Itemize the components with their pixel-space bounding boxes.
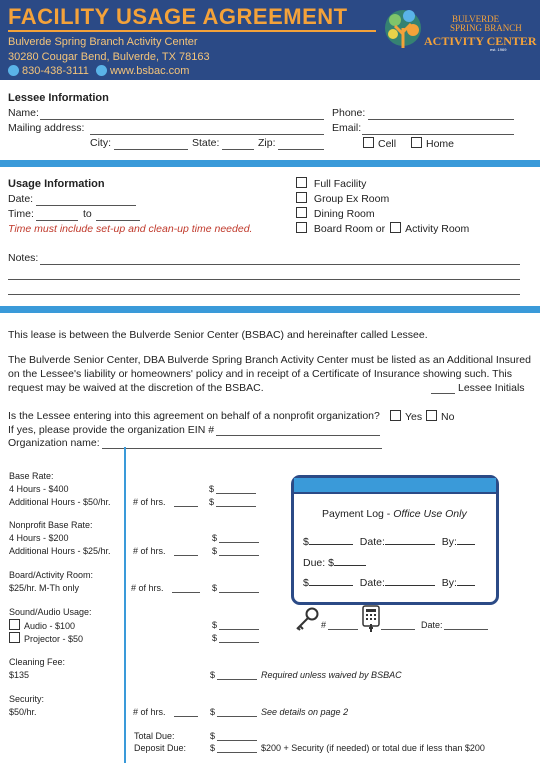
initials-label: Lessee Initials [458,382,525,394]
projector-amount[interactable] [219,642,259,643]
audio-dollar: $ [212,620,218,630]
board-amount[interactable] [219,592,259,593]
lease-statement: This lease is between the Bulverde Senior Center (BSBAC) and hereinafter called Lessee. [8,329,428,341]
np-rate-label: Nonprofit Base Rate: [9,520,93,530]
title-underline [8,30,376,32]
base-add-dollar: $ [209,497,215,507]
board-hrs-field[interactable] [172,592,200,593]
audio-amount[interactable] [219,629,259,630]
org-name-field[interactable] [102,448,382,449]
org-name: Bulverde Spring Branch Activity Center [8,36,198,48]
logo-text-2: SPRING BRANCH [450,23,522,33]
time-to-label: to [83,208,92,220]
security-rate: $50/hr. [9,707,37,717]
base-hrs-field[interactable] [174,506,198,507]
dining-checkbox[interactable] [296,207,307,218]
divider-bar-1 [0,160,540,167]
payment-log-header-bar [294,478,496,494]
sound-label: Sound/Audio Usage: [9,607,92,617]
org-address: 30280 Cougar Bend, Bulverde, TX 78163 [8,51,210,63]
board-rate: $25/hr. M-Th only [9,583,80,593]
security-amount[interactable] [217,716,257,717]
initials-field[interactable] [431,393,455,394]
date-label: Date: [8,193,34,205]
activity-room-checkbox[interactable] [390,222,401,233]
key-date-label: Date: [421,620,443,630]
city-label: City: [90,137,111,149]
phone-icon [8,65,19,76]
time-start-field[interactable] [36,220,78,221]
insured-line-3: request may be waived at the discretion of the BSBAC. [8,382,264,394]
time-end-field[interactable] [96,220,140,221]
board-room-checkbox[interactable] [296,222,307,233]
no-checkbox[interactable] [426,410,437,421]
projector-option[interactable]: Projector - $50 [9,632,83,644]
mailing-label: Mailing address: [8,122,85,134]
log-row-1: $ Date: By: [303,534,475,548]
option-full-facility[interactable]: Full Facility [296,177,366,190]
cell-checkbox[interactable] [363,137,374,148]
security-dollar: $ [210,707,216,717]
page-title: FACILITY USAGE AGREEMENT [8,4,348,29]
fees-divider [124,447,126,763]
np-additional: Additional Hours - $25/hr. [9,546,111,556]
np-4h-amount[interactable] [219,542,259,543]
log-due-row: Due: $ [303,555,366,569]
phone-number: 830-438-3111 [22,65,89,77]
security-hrs-label: # of hrs. [133,707,166,717]
log2-amount[interactable] [309,575,353,586]
total-due-label: Total Due: [134,731,175,741]
insured-line-2: on the Lessee's liability or homeowners' policy and in receipt of a Certificate of Insurance showing such. This [8,368,512,380]
board-hrs-label: # of hrs. [131,583,164,593]
option-dining[interactable]: Dining Room [296,207,375,220]
projector-checkbox[interactable] [9,632,20,643]
log2-by[interactable] [457,575,475,586]
mailing-field[interactable] [90,134,324,135]
time-label: Time: [8,208,34,220]
email-field[interactable] [362,134,514,135]
phone-field[interactable] [368,119,514,120]
cleaning-dollar: $ [210,670,216,680]
projector-dollar: $ [212,633,218,643]
audio-option[interactable]: Audio - $100 [9,619,75,631]
insured-line-1: The Bulverde Senior Center, DBA Bulverde Spring Branch Activity Center must be listed as an Additional Insured [8,354,531,366]
cleaning-amount[interactable] [217,679,257,680]
base-4h-dollar: $ [209,484,215,494]
np-add-dollar: $ [212,546,218,556]
city-field[interactable] [114,149,188,150]
log1-date[interactable] [385,534,435,545]
state-label: State: [192,137,220,149]
deposit-note: $200 + Security (if needed) or total due if less than $200 [261,743,485,753]
base-additional: Additional Hours - $50/hr. [9,497,111,507]
log-due-amount[interactable] [334,555,366,566]
name-label: Name: [8,107,39,119]
security-note: See details on page 2 [261,707,349,717]
yes-checkbox[interactable] [390,410,401,421]
key-number-label: # [321,620,327,630]
base-4h: 4 Hours - $400 [9,484,69,494]
globe-icon [96,65,107,76]
email-label: Email: [332,122,362,134]
audio-checkbox[interactable] [9,619,20,630]
base-rate-label: Base Rate: [9,471,54,481]
website-link[interactable]: www.bsbac.com [109,65,190,77]
security-hrs-field[interactable] [174,716,198,717]
home-checkbox[interactable] [411,137,422,148]
notes-line-2[interactable] [8,279,520,280]
deposit-dollar: $ [210,743,216,753]
np-4h: 4 Hours - $200 [9,533,69,543]
home-option[interactable]: Home [411,137,454,150]
np-4h-dollar: $ [212,533,218,543]
group-ex-checkbox[interactable] [296,192,307,203]
key-number-field[interactable] [328,629,358,630]
option-group-ex[interactable]: Group Ex Room [296,192,389,205]
notes-line-3[interactable] [8,294,520,295]
np-hrs-label: # of hrs. [133,546,166,556]
np-add-amount[interactable] [219,555,259,556]
lessee-heading: Lessee Information [8,92,109,104]
yes-option[interactable]: Yes [390,410,422,423]
key-date-field[interactable] [444,629,488,630]
ein-field[interactable] [216,435,380,436]
base-add-amount[interactable] [216,506,256,507]
time-note: Time must include set-up and clean-up time needed. [8,223,253,235]
no-option[interactable]: No [426,410,454,423]
option-board-room[interactable]: Board Room or Activity Room [296,222,469,235]
board-label: Board/Activity Room: [9,570,94,580]
np-hrs-field[interactable] [174,555,198,556]
log-row-2: $ Date: By: [303,575,475,589]
cleaning-note: Required unless waived by BSBAC [261,670,402,680]
log1-by[interactable] [457,534,475,545]
ein-label: If yes, please provide the organization EIN # [8,424,215,436]
board-dollar: $ [212,583,218,593]
phone-label: Phone: [332,107,366,119]
contact-line [8,65,189,77]
logo-text-4: est. 1969 [490,47,507,52]
deposit-due-field[interactable] [217,752,257,753]
payment-log-box [291,475,499,605]
name-field[interactable] [40,119,324,120]
state-field[interactable] [222,149,254,150]
cleaning-label: Cleaning Fee: [9,657,66,667]
notes-label: Notes: [8,252,39,264]
usage-heading: Usage Information [8,178,105,190]
logo-text-3: ACTIVITY CENTER [424,34,537,48]
cleaning-amount-text: $135 [9,670,30,680]
deposit-due-label: Deposit Due: [134,743,187,753]
zip-label: Zip: [258,137,276,149]
cell-option[interactable]: Cell [363,137,396,150]
base-hrs-label: # of hrs. [133,497,166,507]
date-field[interactable] [36,205,136,206]
divider-bar-2 [0,306,540,313]
keypad-code-field[interactable] [381,629,415,630]
org-name-label: Organization name: [8,437,100,449]
zip-field[interactable] [278,149,324,150]
keypad-icon [361,604,381,636]
key-icon [293,606,321,634]
total-due-field[interactable] [217,740,257,741]
logo-text-1: BULVERDE [452,14,500,24]
total-dollar: $ [210,731,216,741]
log1-amount[interactable] [309,534,353,545]
base-4h-amount[interactable] [216,493,256,494]
log2-date[interactable] [385,575,435,586]
nonprofit-question: Is the Lessee entering into this agreement on behalf of a nonprofit organization? [8,410,380,422]
full-facility-checkbox[interactable] [296,177,307,188]
payment-log-title: Payment Log - Office Use Only [322,508,467,520]
security-label: Security: [9,694,45,704]
notes-line-1[interactable] [40,264,520,265]
